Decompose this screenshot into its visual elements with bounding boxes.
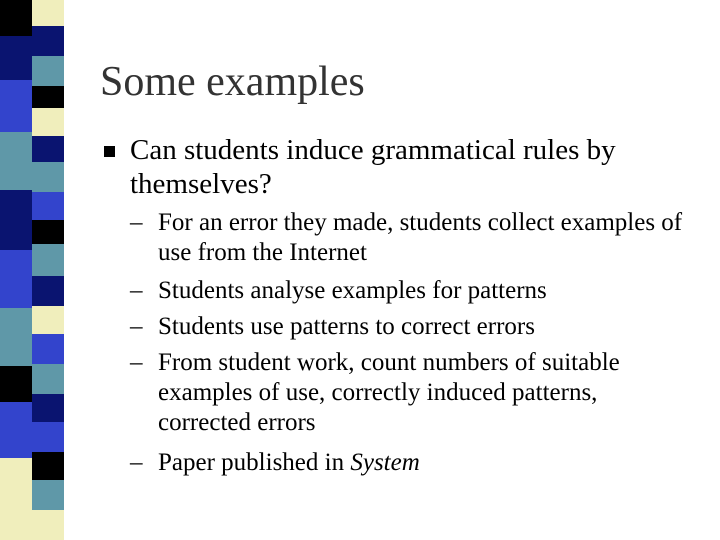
stripe-block: [0, 308, 32, 366]
decorative-side-stripe: [0, 0, 64, 540]
stripe-block: [32, 334, 64, 364]
stripe-block: [32, 394, 64, 422]
sub-bullet-text: Students use patterns to correct errors: [158, 313, 535, 340]
sub-bullet-item: [130, 208, 690, 268]
stripe-block: [32, 220, 64, 244]
sub-bullet-text: [130, 448, 690, 478]
dash-marker: –: [130, 449, 143, 476]
stripe-block: [32, 108, 64, 136]
stripe-block: [32, 56, 64, 86]
dash-marker: –: [130, 313, 143, 340]
stripe-block: [0, 80, 32, 132]
stripe-block: [32, 364, 64, 394]
stripe-block: [32, 244, 64, 276]
sub-bullet-item: [130, 276, 690, 306]
stripe-block: [32, 192, 64, 220]
stripe-block: [0, 458, 32, 540]
stripe-block: [32, 136, 64, 162]
stripe-block: [0, 190, 32, 250]
stripe-block: [0, 250, 32, 308]
stripe-block: [32, 162, 64, 192]
stripe-block: [32, 26, 64, 56]
stripe-block: [32, 0, 64, 26]
dash-marker: –: [130, 349, 143, 376]
stripe-block: [32, 452, 64, 480]
sub-bullet-text: From student work, count numbers of suitable examples of use, correctly induced patterns, corrected errors: [158, 349, 620, 436]
stripe-block: [0, 132, 32, 190]
sub-bullet-text: Students analyse examples for patterns: [158, 277, 547, 304]
stripe-block: [32, 276, 64, 306]
slide-title: Some examples: [100, 59, 365, 105]
stripe-block: [0, 366, 32, 402]
sub-bullet-item: [130, 348, 690, 438]
stripe-block: [0, 0, 32, 36]
dash-marker: –: [130, 209, 143, 236]
stripe-block: [32, 480, 64, 510]
stripe-block: [32, 86, 64, 108]
journal-name: System: [350, 449, 420, 476]
stripe-block: [32, 510, 64, 540]
sub-bullet-text: For an error they made, students collect examples of use from the Internet: [158, 209, 683, 266]
sub-bullet-item: [130, 448, 690, 478]
stripe-block: [32, 422, 64, 452]
dash-marker: –: [130, 277, 143, 304]
stripe-block: [0, 402, 32, 458]
paper-text: Paper published in: [158, 449, 351, 476]
stripe-block: [32, 306, 64, 334]
sub-bullet-item: [130, 312, 690, 342]
stripe-block: [0, 36, 32, 80]
square-bullet-icon: [104, 146, 115, 157]
main-bullet-text: Can students induce grammatical rules by themselves?: [130, 134, 616, 200]
